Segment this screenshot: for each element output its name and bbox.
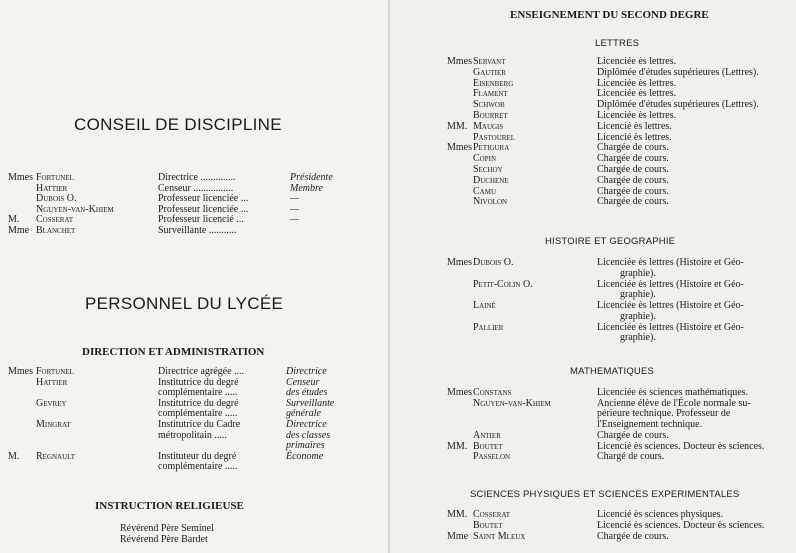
- sciences-name: Saint Mleux: [473, 530, 526, 542]
- direction-note: générale: [286, 408, 321, 420]
- conseil-role: Professeur licenciée ...: [158, 203, 249, 215]
- direction-role: Instituteur du degré: [158, 450, 237, 462]
- math-desc: Ancienne élève de l'École normale su-: [597, 397, 751, 409]
- conseil-note: Membre: [290, 182, 323, 194]
- lettres-desc: Licenciée ès lettres.: [597, 110, 677, 121]
- lettres-desc: Diplômée d'études supérieures (Lettres).: [597, 99, 759, 111]
- direction-role: métropolitain .....: [158, 429, 227, 441]
- direction-role: complémentaire .....: [158, 387, 238, 399]
- lettres-desc: Chargée de cours.: [597, 142, 669, 154]
- histoire-prefix: Mmes: [447, 257, 472, 268]
- direction-note: des études: [286, 387, 328, 399]
- personnel-title: PERSONNEL DU LYCÉE: [85, 294, 284, 313]
- math-desc: périeure technique. Professeur de: [597, 408, 731, 420]
- math-desc: l'Enseignement technique.: [597, 419, 703, 431]
- lettres-name: Copin: [473, 153, 497, 165]
- lettres-desc: Chargée de cours.: [597, 153, 669, 165]
- histoire-name: Lainé: [473, 300, 496, 311]
- histoire-desc-cont: graphie).: [620, 332, 656, 343]
- lettres-prefix: Mmes: [447, 142, 472, 154]
- lettres-desc: Licenciée ès lettres.: [597, 88, 677, 100]
- lettres-name: Servant: [473, 56, 506, 67]
- conseil-name: Blanchet: [36, 224, 76, 236]
- direction-note: Directrice: [286, 366, 327, 377]
- direction-prefix: M.: [8, 450, 20, 462]
- lettres-desc: Chargée de cours.: [597, 196, 669, 208]
- histoire-desc-cont: graphie).: [620, 310, 656, 322]
- sciences-name: Boutet: [473, 519, 503, 531]
- lettres-name: Nivolon: [473, 196, 508, 208]
- histoire-desc-cont: graphie).: [620, 267, 656, 279]
- lettres-name: Flament: [473, 88, 508, 100]
- conseil-name: Dubois O.: [36, 193, 77, 204]
- sciences-prefix: MM.: [447, 509, 468, 520]
- sciences-prefix: Mme: [447, 530, 469, 542]
- lettres-name: Sechoy: [473, 164, 503, 175]
- direction-name: Fortunel: [36, 366, 74, 377]
- instruction-line-1: Révérend Père Seminel: [120, 523, 214, 534]
- histoire-desc: Licenciée ès lettres (Histoire et Géo-: [597, 321, 744, 333]
- math-prefix: Mmes: [447, 387, 472, 398]
- histoire-name: Pallier: [473, 321, 504, 333]
- enseignement-header: ENSEIGNEMENT DU SECOND DEGRE: [510, 9, 709, 21]
- conseil-role: Professeur licenciée ...: [158, 193, 249, 204]
- conseil-note: —: [290, 193, 299, 204]
- direction-note: Directrice: [286, 419, 327, 430]
- lettres-prefix: MM.: [447, 120, 468, 132]
- sciences-desc: Chargée de cours.: [597, 530, 669, 542]
- lettres-name: Petigura: [473, 142, 510, 154]
- conseil-name: Cosserat: [36, 214, 74, 225]
- direction-role: Directrice agrégée ....: [158, 366, 245, 377]
- math-prefix: MM.: [447, 440, 468, 452]
- lettres-name: Pastourel: [473, 131, 515, 143]
- direction-note: primaires: [286, 440, 325, 452]
- right-page: [390, 0, 796, 553]
- conseil-name: Hattier: [36, 182, 68, 194]
- histoire-desc: Licenciée ès lettres (Histoire et Géo-: [597, 278, 744, 290]
- lettres-desc: Licencié ès lettres.: [597, 120, 672, 132]
- left-page: [0, 0, 388, 553]
- sciences-desc: Licencié ès sciences. Docteur ès sciences.: [597, 519, 765, 531]
- conseil-note: —: [290, 203, 299, 215]
- math-name: Constans: [473, 387, 512, 398]
- direction-role: Institutrice du degré: [158, 376, 239, 388]
- lettres-name: Bourret: [473, 110, 508, 121]
- direction-name: Regnault: [36, 450, 76, 462]
- math-name: Passelon: [473, 451, 511, 463]
- direction-role: Institutrice du degré: [158, 397, 239, 409]
- conseil-role: Surveillante ...........: [158, 224, 237, 236]
- histoire-desc: Licenciée ès lettres (Histoire et Géo-: [597, 300, 744, 311]
- conseil-note: Présidente: [290, 172, 333, 183]
- math-desc: Licencié ès sciences. Docteur ès sciences.: [597, 440, 765, 452]
- direction-note: Économe: [286, 450, 324, 462]
- direction-role: Institutrice du Cadre: [158, 419, 241, 430]
- lettres-name: Schwob: [473, 99, 505, 111]
- conseil-prefix: M.: [8, 214, 20, 225]
- lettres-name: Gautier: [473, 66, 506, 78]
- math-desc: Chargée de cours.: [597, 429, 669, 441]
- direction-note: Censeur: [286, 376, 320, 388]
- lettres-name: Maugis: [473, 120, 504, 132]
- conseil-prefix: Mmes: [8, 172, 33, 183]
- direction-prefix: Mmes: [8, 366, 33, 377]
- direction-note: des classes: [286, 429, 331, 441]
- lettres-desc: Licencié ès lettres.: [597, 131, 672, 143]
- direction-name: Hattier: [36, 376, 68, 388]
- conseil-role: Directrice ..............: [158, 172, 236, 183]
- lettres-name: Camu: [473, 185, 497, 197]
- histoire-name: Petit-Colin O.: [473, 278, 533, 290]
- math-name: Boutet: [473, 440, 503, 452]
- conseil-role: Professeur licencié ...: [158, 214, 244, 225]
- math-desc: Chargé de cours.: [597, 451, 665, 463]
- lettres-desc: Diplômée d'études supérieures (Lettres).: [597, 66, 759, 78]
- histoire-title: HISTOIRE ET GEOGRAPHIE: [545, 236, 676, 247]
- direction-name: Mingrat: [36, 419, 71, 430]
- math-title: MATHEMATIQUES: [570, 366, 655, 377]
- instruction-title: INSTRUCTION RELIGIEUSE: [95, 500, 244, 512]
- conseil-role: Censeur ................: [158, 182, 234, 194]
- lettres-desc: Chargée de cours.: [597, 164, 669, 175]
- histoire-desc: Licenciée ès lettres (Histoire et Géo-: [597, 257, 744, 268]
- direction-title: DIRECTION ET ADMINISTRATION: [82, 346, 265, 358]
- sciences-title: SCIENCES PHYSIQUES ET SCIENCES EXPERIMENTALES: [470, 489, 740, 500]
- direction-name: Gevrey: [36, 397, 67, 409]
- conseil-name: Fortunel: [36, 172, 74, 183]
- math-name: Antier: [473, 429, 501, 441]
- conseil-note: —: [290, 214, 299, 225]
- instruction-line-2: Révérend Père Bardet: [120, 534, 208, 545]
- lettres-prefix: Mmes: [447, 56, 472, 67]
- conseil-prefix: Mme: [8, 224, 30, 236]
- lettres-desc: Licenciée ès lettres.: [597, 77, 677, 89]
- math-name: Nguyen-van-Khiem: [473, 397, 551, 409]
- lettres-desc: Chargée de cours.: [597, 185, 669, 197]
- sciences-name: Cosserat: [473, 509, 511, 520]
- conseil-title: CONSEIL DE DISCIPLINE: [74, 115, 282, 134]
- lettres-name: Duchene: [473, 174, 509, 186]
- lettres-desc: Licenciée ès lettres.: [597, 56, 677, 67]
- direction-role: complémentaire .....: [158, 461, 238, 473]
- histoire-desc-cont: graphie).: [620, 289, 656, 300]
- lettres-desc: Chargée de cours.: [597, 174, 669, 186]
- direction-role: complémentaire .....: [158, 408, 238, 420]
- lettres-title: LETTRES: [595, 38, 640, 49]
- math-desc: Licenciée ès sciences mathématiques.: [597, 387, 749, 398]
- conseil-name: Nguyen-van-Khiem: [36, 203, 114, 215]
- direction-note: Surveillante: [286, 397, 335, 409]
- histoire-name: Dubois O.: [473, 257, 514, 268]
- sciences-desc: Licencié ès sciences physiques.: [597, 509, 724, 520]
- lettres-name: Eisenberg: [473, 77, 514, 89]
